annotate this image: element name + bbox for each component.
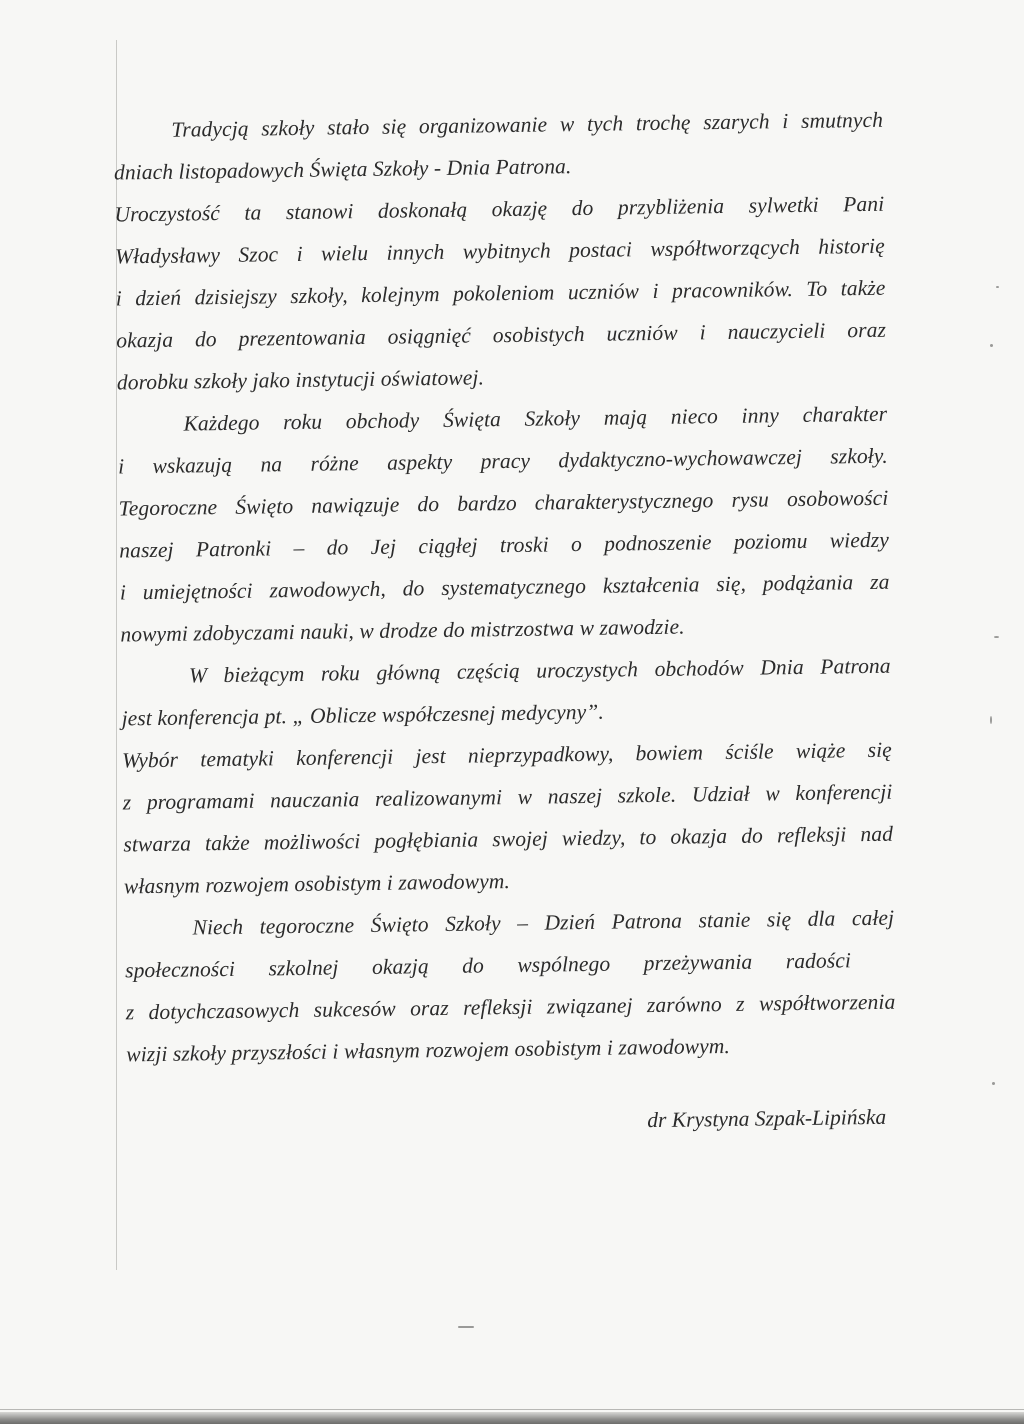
- paragraph-line: i umiejętności zawodowych, do systematycznego kształcenia się, podążania za: [119, 569, 890, 605]
- paragraph-line: własnym rozwojem osobistym i zawodowym.: [123, 869, 511, 899]
- paragraph-line: Uroczystość ta stanowi doskonałą okazję do przybliżenia sylwetki Pani: [114, 191, 885, 227]
- scan-speck: [996, 286, 999, 288]
- paragraph-line: Niech tegoroczne Święto Szkoły – Dzień Patrona stanie się dla całej: [192, 905, 895, 940]
- scan-speck: [990, 716, 992, 724]
- scan-speck: [994, 636, 999, 638]
- paragraph-line: Każdego roku obchody Święta Szkoły mają nieco inny charakter: [183, 401, 888, 436]
- paragraph-line: z dotychczasowych sukcesów oraz refleksji związanej zarówno z współtworzenia: [125, 989, 896, 1025]
- paragraph-line: i dzień dzisiejszy szkoły, kolejnym pokoleniom uczniów i pracowników. To także: [115, 275, 886, 311]
- paragraph-line: W bieżącym roku główną częścią uroczystych obchodów Dnia Patrona: [188, 653, 891, 688]
- paragraph-line: Tradycją szkoły stało się organizowanie w tych trochę szarych i smutnych: [171, 107, 884, 142]
- scan-speck: [990, 344, 993, 347]
- paragraph-line: wizji szkoły przyszłości i własnym rozwojem osobistym i zawodowym.: [126, 1034, 731, 1067]
- paragraph-line: Władysławy Szoc i wielu innych wybitnych postaci współtworzących historię: [114, 233, 885, 269]
- paragraph-line: dniach listopadowych Święta Szkoły - Dnia Patrona.: [113, 154, 572, 185]
- paragraph-line: dorobku szkoły jako instytucji oświatowej.: [116, 365, 485, 395]
- paragraph-line: i wskazują na różne aspekty pracy dydaktyczno-wychowawczej szkoły.: [117, 443, 888, 479]
- paragraph-line: jest konferencja pt. „ Oblicze współczesnej medycyny”.: [121, 699, 605, 731]
- signature: dr Krystyna Szpak-Lipińska: [647, 1104, 887, 1133]
- scan-edge-line: [0, 1409, 1024, 1410]
- paragraph-line: społeczności szkolnej okazją do wspólnego przeżywania radości: [124, 948, 852, 983]
- paragraph-line: okazja do prezentowania osiągnięć osobistych uczniów i nauczycieli oraz: [116, 317, 887, 353]
- scan-speck: [992, 1082, 995, 1085]
- scan-speck: [458, 1326, 474, 1328]
- paragraph-line: nowymi zdobyczami nauki, w drodze do mistrzostwa w zawodzie.: [120, 614, 685, 647]
- paragraph-line: z programami nauczania realizowanymi w naszej szkole. Udział w konferencji: [122, 779, 893, 815]
- paragraph-line: Wybór tematyki konferencji jest nieprzypadkowy, bowiem ściśle wiąże się: [122, 737, 892, 773]
- paragraph-line: stwarza także możliwości pogłębiania swojej wiedzy, to okazja do refleksji nad: [123, 821, 894, 857]
- paragraph-line: Tegoroczne Święto nawiązuje do bardzo charakterystycznego rysu osobowości: [118, 485, 889, 521]
- paragraph-line: naszej Patronki – do Jej ciągłej troski o podnoszenie poziomu wiedzy: [119, 527, 890, 563]
- scan-bottom-edge: [0, 1412, 1024, 1424]
